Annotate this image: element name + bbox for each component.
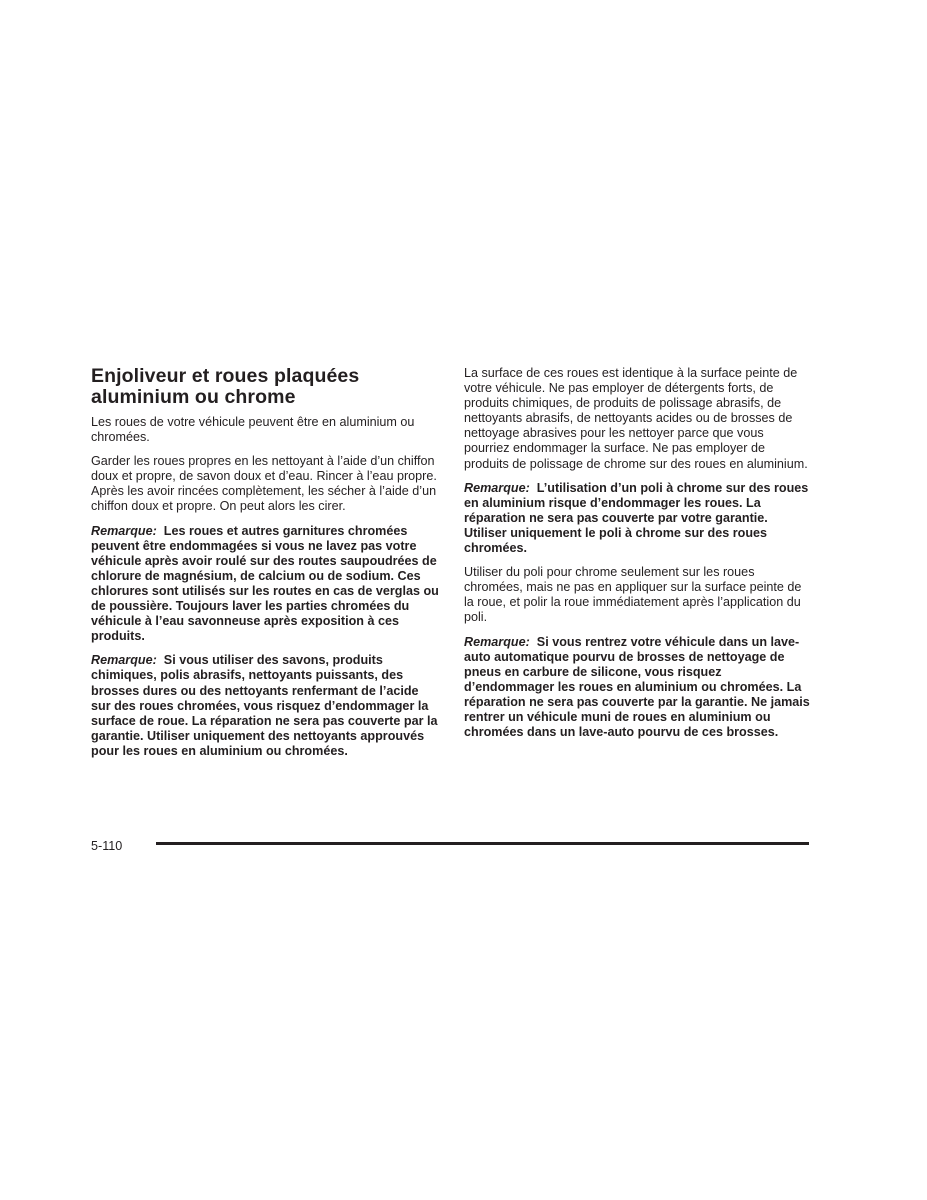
intro-paragraph: Les roues de votre véhicule peuvent être en aluminium ou chromées. [91,415,415,445]
surface-paragraph: La surface de ces roues est identique à la surface peinte de votre véhicule. Ne pas employer de détergents forts, de produits chimiques, de produits de polissage abrasifs, de nettoyants abrasifs, de nettoyants acides ou de brosses de nettoyage abrasives pour les nettoyer parce que vous pourriez endommager la surface. Ne pas employer de produits de polissage de chrome sur des roues en aluminium. [464,366,808,471]
polish-usage-paragraph: Utiliser du poli pour chrome seulement sur les roues chromées, mais ne pas en appliquer sur la surface peinte de la roue, et polir la roue immédiatement après l’application du poli. [464,565,802,625]
chloride-warning-note [91,524,439,645]
car-wash-warning-note [464,635,812,741]
cleaning-paragraph: Garder les roues propres en les nettoyant à l’aide d’un chiffon doux et propre, de savon doux et d’eau. Rincer à l’eau propre. Après les avoir rincées complètement, les sécher à l’aide d’un chiffon doux et propre. On peut alors les cirer. [91,454,437,514]
section-heading-line2: aluminium ou chrome [91,386,296,408]
note-text: Les roues et autres garnitures chromées peuvent être endommagées si vous ne lavez pas votre véhicule après avoir roulé sur des routes saupoudrées de chlorure de magnésium, de calcium ou de sodium. Ces chlorures sont utilisés sur les routes en cas de verglas ou de poussière. Toujours laver les parties chromées du véhicule à l’eau savonneuse après exposition à ces produits. [91,523,439,644]
chrome-polish-warning-note [464,481,812,556]
note-text: L’utilisation d’un poli à chrome sur des roues en aluminium risque d’endommager les roues. La réparation ne sera pas couverte par votre garantie. Utiliser uniquement le poli à chrome sur des roues chromées. [464,480,809,556]
note-label: Remarque: [464,634,530,649]
note-text: Si vous rentrez votre véhicule dans un lave-auto automatique pourvu de brosses de nettoyage de pneus en carbure de silicone, vous risquez d’endommager les roues en aluminium ou chromées. La réparation ne sera pas couverte par la garantie. Ne jamais rentrer un véhicule muni de roues en aluminium ou chromées dans un lave-auto pourvu de ces brosses. [464,634,810,740]
note-label: Remarque: [91,523,157,538]
page-footer [91,838,809,854]
right-column [464,366,812,749]
note-label: Remarque: [464,480,530,495]
note-label: Remarque: [91,653,157,668]
section-heading-line1: Enjoliveur et roues plaquées [91,365,360,387]
note-text: Si vous utiliser des savons, produits chimiques, polis abrasifs, nettoyants puissants, des brosses dures ou des nettoyants renfermant de l’acide sur des roues chromées, vous risquez d’endommager la surface de roue. La réparation ne sera pas couverte par la garantie. Utiliser uniquement des nettoyants approuvés pour les roues en aluminium ou chromées. [91,653,438,758]
chemical-warning-note [91,653,439,759]
section-heading [91,366,439,408]
left-column [91,366,439,768]
footer-rule [156,842,809,845]
page-number: 5-110 [91,839,123,853]
